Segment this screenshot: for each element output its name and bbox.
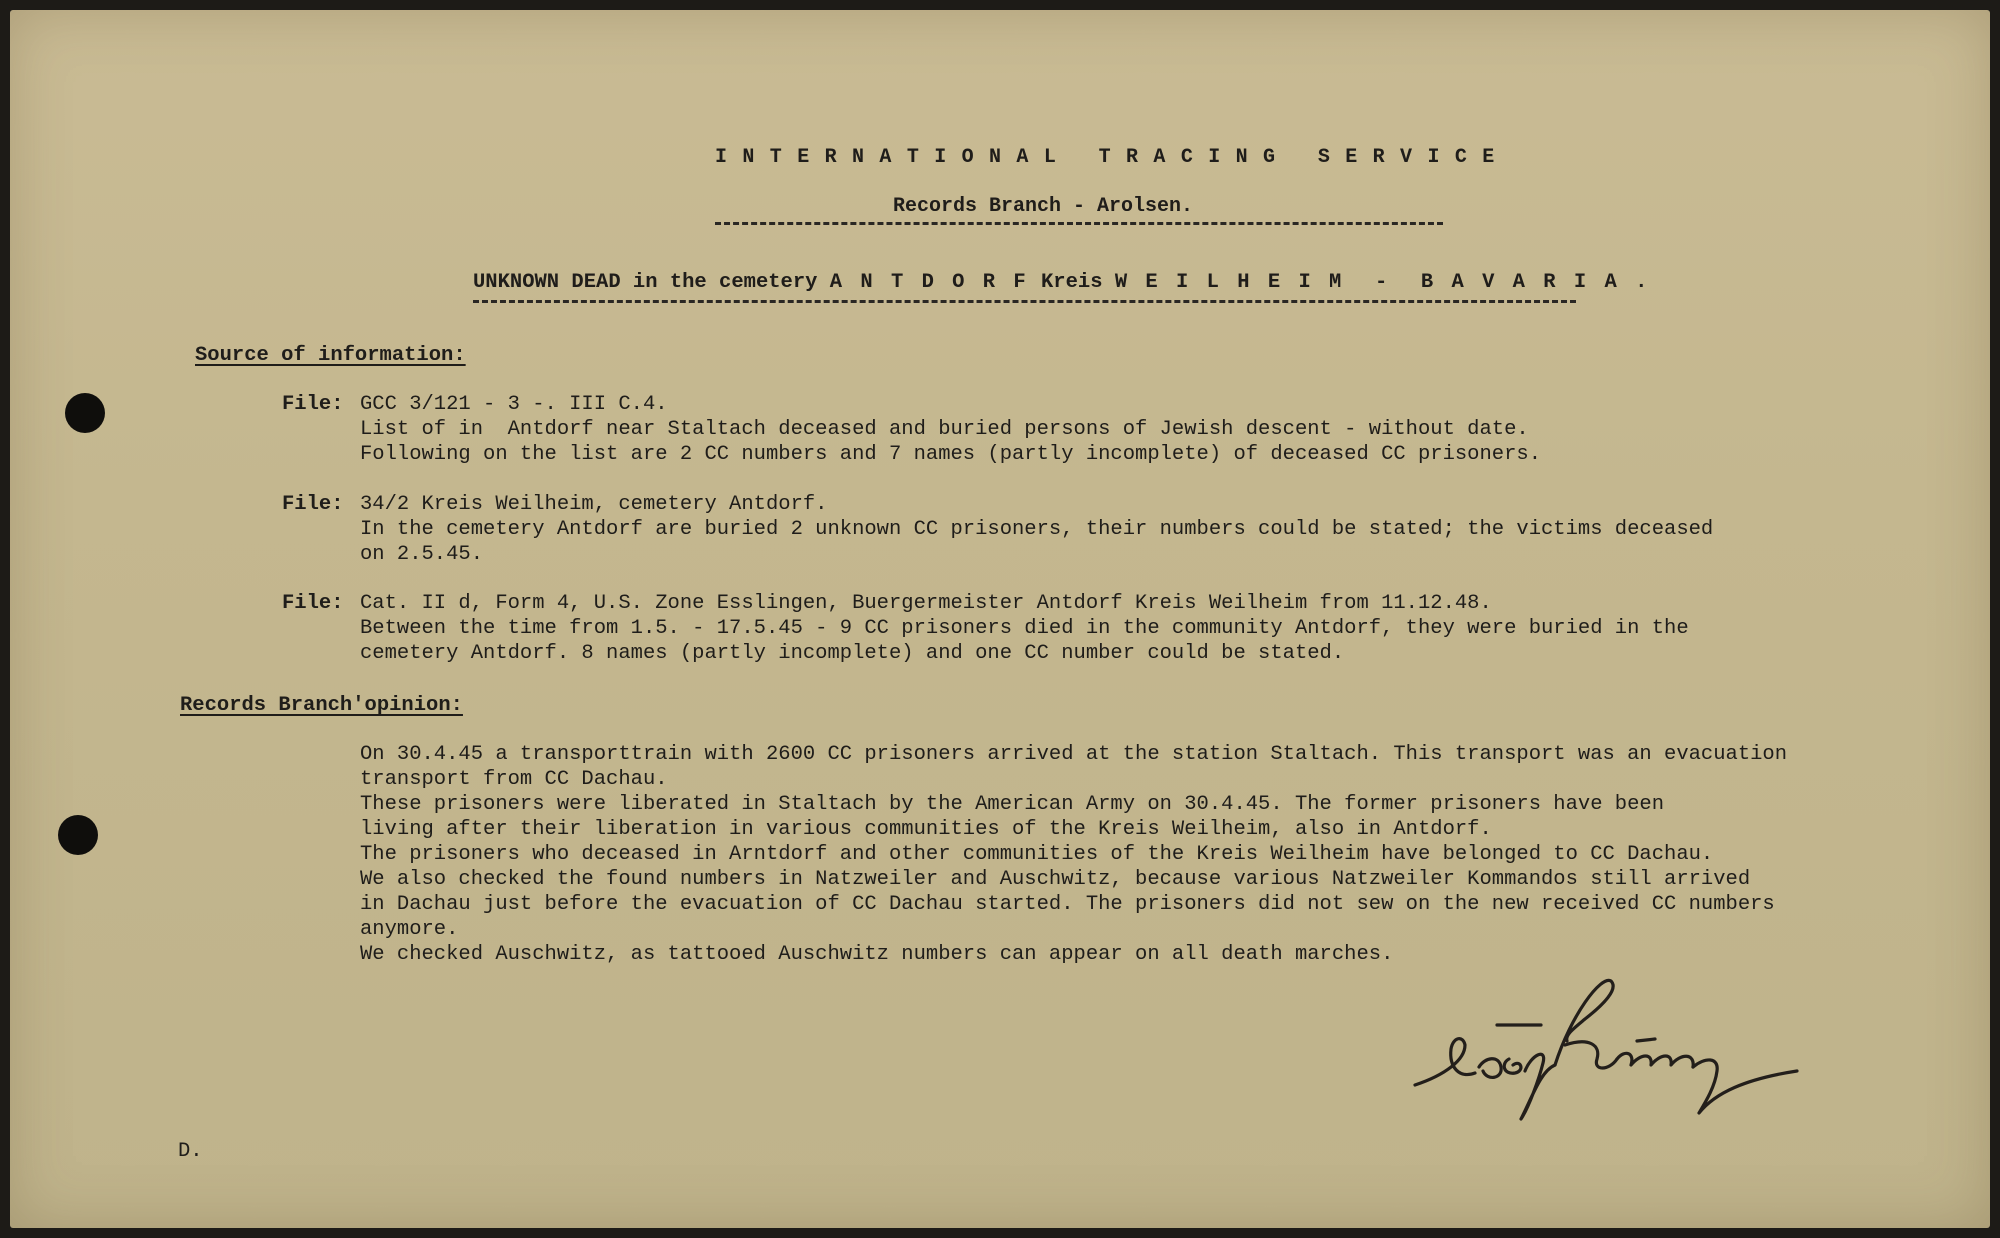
file-line: on 2.5.45.: [360, 543, 484, 566]
opinion-line: anymore.: [360, 918, 459, 941]
subject-region: W E I L H E I M - B A V A R I A .: [1114, 271, 1651, 294]
file-ref: 34/2 Kreis Weilheim, cemetery Antdorf.: [360, 493, 828, 516]
footer-initial: D.: [178, 1140, 203, 1163]
file-ref: Cat. II d, Form 4, U.S. Zone Esslingen, Buergermeister Antdorf Kreis Weilheim from 11.12.48.: [360, 592, 1492, 615]
document-page: [10, 10, 1990, 1228]
signature-image: [1405, 975, 1825, 1135]
source-heading: Source of information:: [195, 344, 466, 367]
opinion-line: We also checked the found numbers in Natzweiler and Auschwitz, because various Natzweiler Kommandos still arrived: [360, 868, 1751, 891]
branch-title: Records Branch - Arolsen.: [893, 195, 1194, 218]
opinion-line: These prisoners were liberated in Staltach by the American Army on 30.4.45. The former prisoners have been: [360, 793, 1665, 816]
opinion-line: transport from CC Dachau.: [360, 768, 668, 791]
branch-rule: [715, 222, 1443, 225]
punch-hole: [58, 815, 98, 855]
file-line: Following on the list are 2 CC numbers and 7 names (partly incomplete) of deceased CC prisoners.: [360, 443, 1541, 466]
file-label: File:: [282, 393, 344, 416]
file-label: File:: [282, 493, 344, 516]
subject-kreis: Kreis: [1028, 271, 1115, 294]
opinion-line: We checked Auschwitz, as tattooed Auschwitz numbers can appear on all death marches.: [360, 943, 1394, 966]
subject-line: [473, 270, 1650, 295]
file-line: Between the time from 1.5. - 17.5.45 - 9 CC prisoners died in the community Antdorf, they were buried in the: [360, 617, 1689, 640]
file-line: In the cemetery Antdorf are buried 2 unknown CC prisoners, their numbers could be stated; the victims deceased: [360, 518, 1714, 541]
opinion-line: in Dachau just before the evacuation of CC Dachau started. The prisoners did not sew on the new received CC numbers: [360, 893, 1775, 916]
subject-rule: [473, 300, 1576, 303]
org-title: INTERNATIONAL TRACING SERVICE: [715, 146, 1510, 169]
opinion-line: On 30.4.45 a transporttrain with 2600 CC prisoners arrived at the station Staltach. This transport was an evacuation: [360, 743, 1788, 766]
subject-place: A N T D O R F: [829, 271, 1029, 294]
punch-hole: [65, 393, 105, 433]
subject-prefix: UNKNOWN DEAD in the cemetery: [473, 271, 830, 294]
file-line: cemetery Antdorf. 8 names (partly incomplete) and one CC number could be stated.: [360, 642, 1345, 665]
opinion-line: The prisoners who deceased in Arntdorf and other communities of the Kreis Weilheim have belonged to CC Dachau.: [360, 843, 1714, 866]
file-label: File:: [282, 592, 344, 615]
file-line: List of in Antdorf near Staltach deceased and buried persons of Jewish descent - without date.: [360, 418, 1529, 441]
opinion-heading: Records Branch'opinion:: [180, 694, 463, 717]
opinion-line: living after their liberation in various communities of the Kreis Weilheim, also in Antdorf.: [360, 818, 1492, 841]
file-ref: GCC 3/121 - 3 -. III C.4.: [360, 393, 668, 416]
